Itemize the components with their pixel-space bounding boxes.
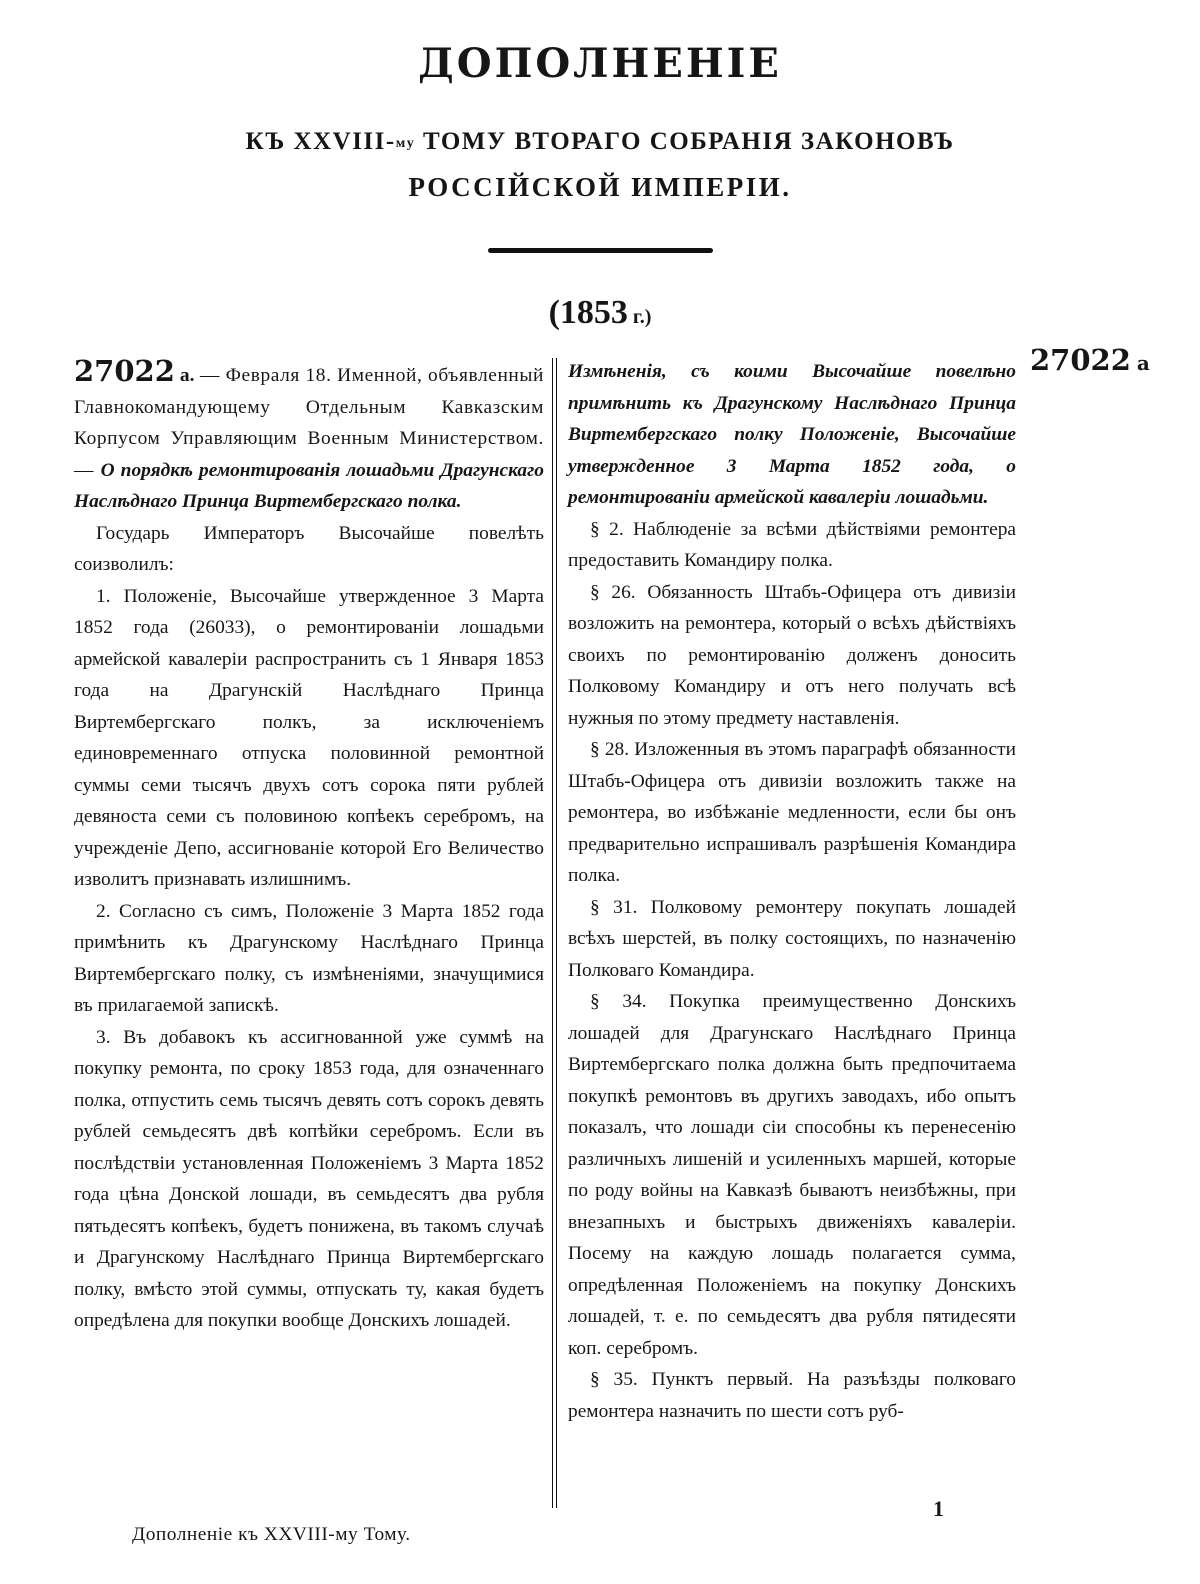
title-divider-rule [488,248,713,253]
left-paragraph: Государь Императоръ Высочайше повелѣть соизволилъ: [74,522,544,575]
subtitle-line-1 [0,128,1200,156]
page-number: 1 [933,1496,944,1521]
margin-number-value: 27022 [1030,343,1131,377]
left-paragraph: 1. Положеніе, Высочайше утвержденное 3 Марта 1852 года (26033), о ремонтированіи лошадьми армейской кавалеріи распространить съ 1 Января 1853 года на Драгунскій Наслѣднаго Принца Виртембергскаго полкъ, за исключеніемъ единовременнаго отпуска половинной ремонтной суммы семи тысячъ двухъ сотъ сорока пяти рублей девяноста семи съ половиною копѣекъ серебромъ, на учрежденіе Депо, ассигнованіе которой Его Величество изволитъ признавать излишнимъ. [74,585,544,890]
left-column [74,356,544,1337]
article-intro [74,356,544,518]
subtitle-line-2: РОССІЙСКОЙ ИМПЕРІИ. [408,172,792,202]
right-paragraph: § 34. Покупка преимущественно Донскихъ лошадей для Драгунскаго Наслѣднаго Принца Виртембергскаго полка должна быть предпочитаема покупкѣ ремонтовъ въ другихъ заводахъ, ибо опытъ показалъ, что лошади сіи способны къ перенесенію различныхъ лишеній и усиленныхъ маршей, которые по роду войны на Кавказѣ бываютъ неизбѣжны, при внезапныхъ и быстрыхъ движеніяхъ кавалеріи. Посему на каждую лошадь полагается сумма, опредѣленная Положеніемъ на покупку Донскихъ лошадей, т. е. по семьдесятъ два рубля пятидесяти коп. серебромъ. [568,991,1016,1359]
subtitle-rest: ТОМУ ВТОРАГО СОБРАНІЯ ЗАКОНОВЪ [415,128,955,155]
left-paragraph: 2. Согласно съ симъ, Положеніе 3 Марта 1852 года примѣнить къ Драгунскому Наслѣднаго Принца Виртембергскаго полку, съ измѣненіями, значущимися въ прилагаемой запискѣ. [74,900,544,1016]
margin-number-suffix: а [1136,351,1150,375]
subtitle-superscript: му [395,136,416,151]
year-heading [0,294,1200,332]
left-paragraph: 3. Въ добавокъ къ ассигнованной уже суммѣ на покупку ремонта, по сроку 1853 года, для означеннаго полка, отпустить семь тысячъ девять сотъ сорокъ девять рублей семьдесятъ двѣ копѣйки серебромъ. Если въ послѣдствіи установленная Положеніемъ 3 Марта 1852 года цѣна Донской лошади, въ семьдесятъ два рубля пятьдесятъ копѣекъ, будетъ понижена, въ такомъ случаѣ и Драгунскому Наслѣднаго Принца Виртембергскаго полку, вмѣсто этой суммы, отпускать ту, какая будетъ опредѣлена для покупки вообще Донскихъ лошадей. [74,1026,544,1331]
article-intro-text: — Февраля 18. Именной, объявленный Главнокомандующему Отдельным Кавказским Корпусом Управляющим Военным Министерством.— [74,365,544,481]
article-number: 27022 [74,354,175,388]
margin-article-number [1030,343,1150,377]
article-suffix: а. [179,365,195,386]
running-footer: Дополненіе къ XXVIII-му Тому. [132,1524,411,1545]
subtitle-prefix: КЪ XXVIII- [245,128,396,155]
year-suffix: г.) [627,306,652,328]
right-column [568,356,1016,1427]
article-intro-italic: О порядкѣ ремонтированія лошадьми Драгунскаго Наслѣднаго Принца Виртембергскаго полка. [74,459,544,512]
right-paragraph: § 2. Наблюденіе за всѣми дѣйствіями ремонтера предоставить Командиру полка. [568,518,1016,571]
right-paragraph: § 26. Обязанность Штабъ-Офицера отъ дивизіи возложить на ремонтера, который о всѣхъ дѣйствіяхъ своихъ по ремонтированію долженъ доносить Полковому Командиру и отъ него получать всѣ нужныя по этому предмету наставленія. [568,581,1016,729]
year-value: (1853 [548,294,628,331]
right-paragraph: § 28. Изложенныя въ этомъ параграфѣ обязанности Штабъ-Офицера отъ дивизіи возложить также на ремонтера, во избѣжаніе медленности, если бы онъ предварительно испрашивалъ разрѣшенія Командира полка. [568,739,1016,886]
column-divider [552,358,553,1508]
document-title: ДОПОЛНЕНІЕ [418,40,782,87]
right-paragraph: § 31. Полковому ремонтеру покупать лошадей всѣхъ шерстей, въ полку состоящихъ, по назначенію Полковаго Командира. [568,896,1016,981]
right-heading: Измѣненія, съ коими Высочайше повелѣно примѣнить къ Драгунскому Наслѣднаго Принца Виртембергскаго полку Положеніе, Высочайше утвержденное 3 Марта 1852 года, о ремонтированіи армейской кавалеріи лошадьми. [568,361,1016,508]
right-paragraph: § 35. Пунктъ первый. На разъѣзды полковаго ремонтера назначить по шести сотъ руб- [568,1369,1016,1422]
